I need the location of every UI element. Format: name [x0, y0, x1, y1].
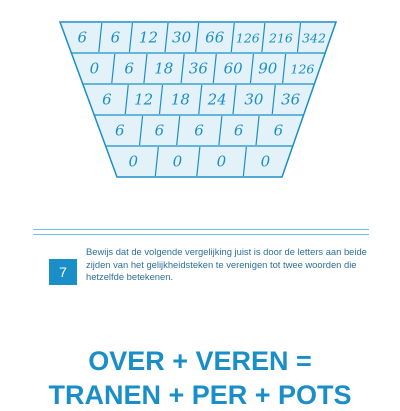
- divider-line: [33, 234, 369, 235]
- pyramid-cell-value: 30: [172, 28, 192, 47]
- pyramid-cell-value: 6: [273, 121, 284, 140]
- divider-line: [33, 229, 369, 230]
- pyramid-cell-value: 6: [233, 121, 244, 140]
- pyramid-cell-value: 36: [188, 59, 208, 78]
- pyramid-cell-value: 342: [302, 30, 326, 46]
- pyramid-cell-value: 12: [134, 90, 154, 109]
- pyramid-cell-value: 0: [216, 152, 227, 171]
- pyramid-cell-value: 36: [281, 90, 301, 109]
- pyramid-cell-value: 6: [154, 121, 165, 140]
- number-pyramid: [0, 0, 400, 200]
- pyramid-cell-value: 6: [102, 90, 112, 109]
- pyramid-cell-value: 126: [235, 30, 260, 46]
- pyramid-cell-value: 216: [269, 30, 293, 46]
- equation-line-1: OVER + VEREN =: [88, 346, 312, 376]
- pyramid-cell-value: 18: [154, 59, 174, 78]
- pyramid-cell-value: 0: [260, 152, 271, 171]
- pyramid-cell-value: 60: [223, 59, 243, 78]
- pyramid-cell-value: 6: [124, 59, 134, 78]
- pyramid-cell-value: 66: [205, 28, 225, 47]
- pyramid-cell-value: 6: [77, 28, 88, 47]
- task-instruction: Bewijs dat de volgende vergelijking juist is door de letters aan beide zijden van het gelijkheidsteken te verenigen tot twee woorden die hetzelfde betekenen.: [86, 246, 367, 282]
- pyramid-cell-value: 0: [128, 152, 139, 171]
- pyramid-cell-value: 6: [114, 121, 125, 140]
- pyramid-cell-value: 90: [258, 59, 278, 78]
- pyramid-cell-value: 0: [89, 59, 100, 78]
- pyramid-cell-value: 0: [172, 152, 183, 171]
- task-number-badge: 7: [49, 259, 77, 285]
- equation-line-2: TRANEN + PER + POTS: [48, 380, 352, 410]
- pyramid-cell-value: 12: [138, 28, 159, 47]
- pyramid-cell-value: 126: [290, 61, 315, 77]
- pyramid-cell-value: 30: [244, 90, 264, 109]
- pyramid-cell-value: 6: [110, 28, 121, 47]
- pyramid-cell-value: 24: [207, 90, 227, 109]
- pyramid-cell-value: 18: [170, 90, 190, 109]
- pyramid-cell-value: 6: [194, 121, 204, 140]
